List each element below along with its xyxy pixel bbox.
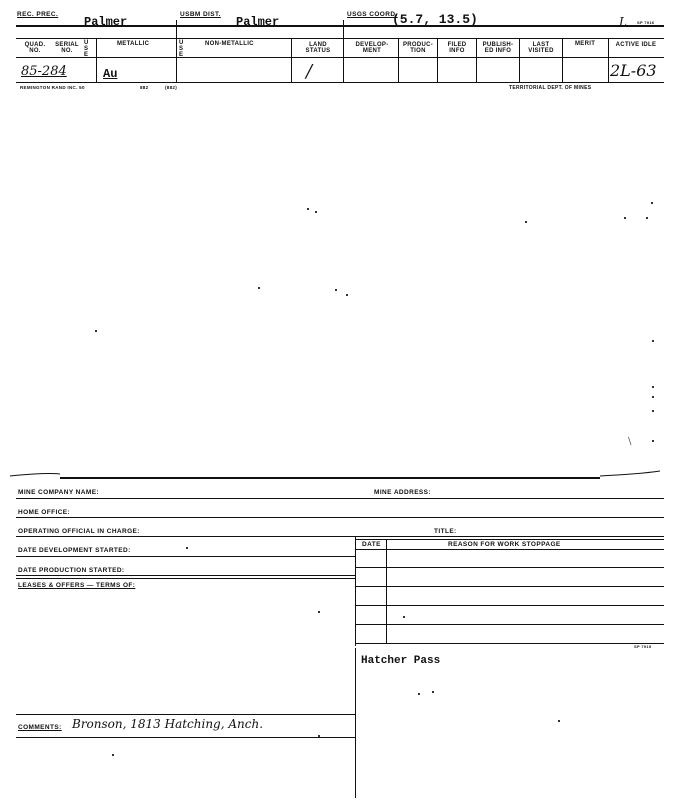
rule bbox=[16, 82, 664, 83]
rule bbox=[355, 567, 664, 568]
rule bbox=[176, 20, 177, 82]
rule bbox=[291, 38, 292, 82]
date-development-label: DATE DEVELOPMENT STARTED: bbox=[18, 547, 131, 554]
card-edge bbox=[0, 468, 678, 488]
rule bbox=[16, 25, 664, 27]
mine-company-name-label: MINE COMPANY NAME: bbox=[18, 489, 99, 496]
mine-address-label: MINE ADDRESS: bbox=[374, 489, 431, 496]
rule bbox=[16, 578, 356, 579]
rule bbox=[16, 38, 664, 39]
comments-label: COMMENTS: bbox=[18, 724, 62, 731]
rule bbox=[355, 586, 664, 587]
rule bbox=[355, 648, 356, 798]
territorial-dept: TERRITORIAL DEPT. OF MINES bbox=[509, 85, 592, 91]
rule bbox=[16, 536, 664, 537]
rule bbox=[608, 38, 609, 82]
rule bbox=[16, 498, 664, 499]
operating-official-label: OPERATING OFFICIAL IN CHARGE: bbox=[18, 528, 140, 535]
rule bbox=[386, 539, 387, 643]
use-nonmetallic-label: U S E bbox=[179, 40, 184, 58]
quad-serial-value: 85-284 bbox=[21, 64, 67, 79]
rule bbox=[16, 57, 664, 58]
rule bbox=[398, 38, 399, 82]
date-column-label: DATE bbox=[362, 541, 381, 548]
land-status-mark: / bbox=[306, 61, 313, 82]
rule bbox=[355, 624, 664, 625]
quad-no-label: QUAD. NO. bbox=[24, 42, 46, 54]
date-production-label: DATE PRODUCTION STARTED: bbox=[18, 567, 125, 574]
active-idle-label: ACTIVE IDLE bbox=[615, 42, 657, 48]
rule bbox=[96, 38, 97, 82]
usbm-dist-label: USBM DIST. bbox=[180, 11, 221, 18]
code-one: 882 bbox=[140, 85, 149, 90]
printer-line: REMINGTON RAND INC. 50 bbox=[20, 85, 85, 90]
metallic-label: METALLIC bbox=[117, 41, 150, 47]
active-idle-value: 2L-63 bbox=[610, 61, 657, 80]
location-value: Hatcher Pass bbox=[361, 655, 441, 667]
rule bbox=[562, 38, 563, 82]
metallic-value: Au bbox=[103, 67, 118, 81]
usgs-coord-value: (5.7, 13.5) bbox=[392, 12, 478, 27]
comments-value: Bronson, 1813 Hatching, Anch. bbox=[72, 717, 264, 731]
rule bbox=[16, 737, 356, 738]
rule bbox=[16, 575, 356, 576]
usbm-dist-value: Palmer bbox=[236, 15, 280, 29]
rule bbox=[355, 539, 664, 540]
form-number-top: SP 7916 bbox=[637, 20, 655, 25]
rule bbox=[519, 38, 520, 82]
merit-label: MERIT bbox=[575, 41, 596, 47]
home-office-label: HOME OFFICE: bbox=[18, 509, 71, 516]
rule bbox=[16, 556, 356, 557]
rule bbox=[16, 517, 664, 518]
nonmetallic-label: NON-METALLIC bbox=[205, 41, 254, 47]
scan-mark: ⧵ bbox=[628, 436, 632, 448]
rule bbox=[343, 20, 344, 82]
rule bbox=[437, 38, 438, 82]
land-status-label: LAND STATUS bbox=[305, 42, 331, 54]
reason-column-label: REASON FOR WORK STOPPAGE bbox=[448, 541, 561, 548]
production-label: PRODUC-TION bbox=[402, 42, 434, 54]
rule bbox=[355, 549, 664, 550]
usgs-coord-label: USGS COORD. bbox=[347, 11, 398, 18]
title-label: TITLE: bbox=[434, 528, 457, 535]
serial-no-label: SERIAL NO. bbox=[55, 42, 79, 54]
last-visited-label: LAST VISITED bbox=[528, 42, 554, 54]
development-label: DEVELOP-MENT bbox=[355, 42, 389, 54]
published-info-label: PUBLISH-ED INFO bbox=[482, 42, 514, 54]
use-metallic-label: U S E bbox=[84, 40, 89, 58]
form-number-bottom: SP 7915 bbox=[634, 644, 652, 649]
rule bbox=[355, 643, 664, 644]
rule bbox=[355, 605, 664, 606]
merit-mark: L bbox=[619, 15, 627, 29]
rule bbox=[476, 38, 477, 82]
code-two: (882) bbox=[165, 85, 178, 90]
rule bbox=[355, 536, 356, 646]
rule bbox=[16, 714, 356, 715]
rec-prec-value: Palmer bbox=[84, 15, 128, 29]
filed-info-label: FILED INFO bbox=[447, 42, 467, 54]
leases-label: LEASES & OFFERS — TERMS OF: bbox=[18, 582, 136, 589]
rec-prec-label: REC. PREC. bbox=[17, 11, 59, 18]
